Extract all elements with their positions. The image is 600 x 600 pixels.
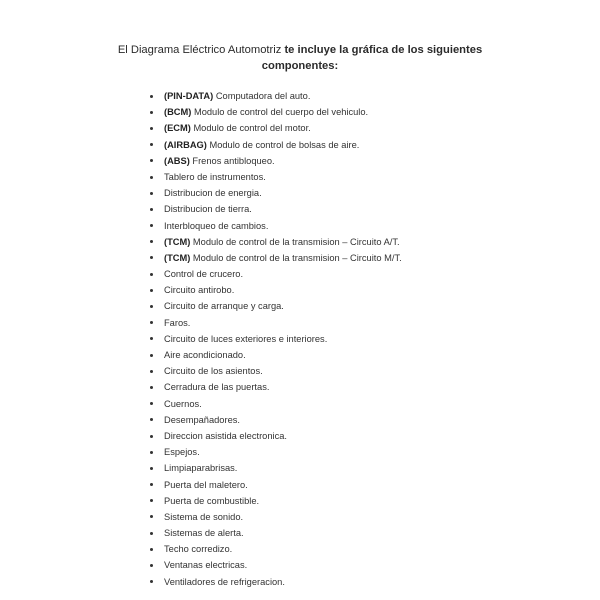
component-description: Tablero de instrumentos.: [164, 171, 266, 182]
component-description: Circuito de luces exteriores e interiores.: [164, 333, 328, 344]
bullet-icon: [150, 515, 153, 518]
bullet-icon: [150, 305, 153, 308]
component-description: Modulo de control de la transmision – Circuito M/T.: [190, 252, 402, 263]
bullet-icon: [150, 370, 153, 373]
bullet-icon: [150, 402, 153, 405]
component-description: Ventiladores de refrigeracion.: [164, 576, 285, 587]
list-item: [148, 574, 568, 590]
bullet-icon: [150, 483, 153, 486]
component-description: Modulo de control de la transmision – Circuito A/T.: [190, 236, 400, 247]
list-item: [148, 120, 568, 136]
component-description: Sistema de sonido.: [164, 511, 244, 522]
component-description: Frenos antibloqueo.: [189, 155, 275, 166]
bullet-icon: [150, 95, 153, 98]
bullet-icon: [150, 418, 153, 421]
component-description: Circuito de arranque y carga.: [164, 301, 284, 312]
list-item: [148, 104, 568, 120]
list-item: [148, 557, 568, 573]
component-code: (TCM): [164, 236, 191, 247]
component-description: Limpiaparabrisas.: [164, 463, 238, 474]
list-item: [148, 477, 568, 493]
bullet-icon: [150, 208, 153, 211]
component-description: Circuito antirobo.: [164, 285, 235, 296]
list-item: [148, 396, 568, 412]
component-description: Desempañadores.: [164, 414, 240, 425]
component-description: Cerradura de las puertas.: [164, 382, 270, 393]
list-item: [148, 444, 568, 460]
list-item: [148, 315, 568, 331]
component-description: Ventanas electricas.: [164, 560, 248, 571]
component-description: Computadora del auto.: [213, 91, 311, 101]
list-item: [148, 169, 568, 185]
list-item: [148, 541, 568, 557]
bullet-icon: [150, 176, 153, 179]
list-item: [148, 298, 568, 314]
list-item: [148, 185, 568, 201]
component-code: (ABS): [164, 155, 190, 166]
component-description: Aire acondicionado.: [164, 350, 246, 360]
component-code: (ECM): [164, 123, 191, 134]
component-description: Circuito de los asientos.: [164, 366, 263, 377]
intro-bold-text: te incluye la gráfica de los siguientes: [284, 44, 483, 56]
list-item: [148, 347, 568, 363]
component-description: Control de crucero.: [164, 269, 244, 280]
component-description: Sistemas de alerta.: [164, 528, 244, 539]
list-item: [148, 412, 568, 428]
component-code: (TCM): [164, 252, 191, 263]
bullet-icon: [150, 386, 153, 389]
component-description: Puerta de combustible.: [164, 495, 260, 506]
list-item: [148, 201, 568, 217]
bullet-icon: [150, 192, 153, 195]
bullet-icon: [150, 564, 153, 567]
list-item: [148, 525, 568, 541]
intro-paragraph: [100, 42, 500, 74]
bullet-icon: [150, 451, 153, 454]
component-description: Puerta del maletero.: [164, 479, 248, 490]
component-description: Modulo de control del motor.: [190, 123, 311, 134]
component-description: Distribucion de energia.: [164, 188, 262, 199]
bullet-icon: [150, 548, 153, 551]
bullet-icon: [150, 240, 153, 243]
bullet-icon: [150, 289, 153, 292]
bullet-icon: [150, 467, 153, 470]
component-code: (BCM): [164, 107, 192, 118]
list-item: [148, 428, 568, 444]
list-item: [148, 234, 568, 250]
bullet-icon: [150, 127, 153, 130]
component-description: Espejos.: [164, 447, 200, 458]
list-item: [148, 379, 568, 395]
bullet-icon: [150, 143, 153, 146]
list-item: [148, 493, 568, 509]
component-description: Modulo de control de bolsas de aire.: [206, 139, 360, 150]
component-description: Direccion asistida electronica.: [164, 430, 287, 441]
list-item: [148, 266, 568, 282]
list-item: [148, 88, 568, 104]
list-item: [148, 509, 568, 525]
component-description: Distribucion de tierra.: [164, 204, 252, 215]
components-list: [148, 88, 568, 590]
list-item: [148, 153, 568, 169]
bullet-icon: [150, 273, 153, 276]
bullet-icon: [150, 532, 153, 535]
list-item: [148, 282, 568, 298]
component-description: Cuernos.: [164, 398, 202, 409]
component-description: Modulo de control del cuerpo del vehiculo.: [191, 107, 369, 118]
bullet-icon: [150, 580, 153, 583]
intro-bold-text-continued: componentes:: [261, 60, 339, 72]
list-item: [148, 137, 568, 153]
list-item: [148, 218, 568, 234]
bullet-icon: [150, 337, 153, 340]
list-item: [148, 331, 568, 347]
component-description: Interbloqueo de cambios.: [164, 220, 269, 231]
list-item: [148, 460, 568, 476]
bullet-icon: [150, 354, 153, 357]
list-item: [148, 363, 568, 379]
intro-text: El Diagrama Eléctrico Automotriz: [117, 44, 285, 56]
component-description: Faros.: [164, 317, 191, 328]
list-item: [148, 250, 568, 266]
bullet-icon: [150, 256, 153, 259]
bullet-icon: [150, 321, 153, 324]
bullet-icon: [150, 224, 153, 227]
bullet-icon: [150, 111, 153, 114]
component-description: Techo corredizo.: [164, 544, 233, 555]
bullet-icon: [150, 435, 153, 438]
bullet-icon: [150, 499, 153, 502]
component-code: (AIRBAG): [164, 139, 207, 150]
bullet-icon: [150, 159, 153, 162]
component-code: (PIN-DATA): [164, 91, 214, 101]
